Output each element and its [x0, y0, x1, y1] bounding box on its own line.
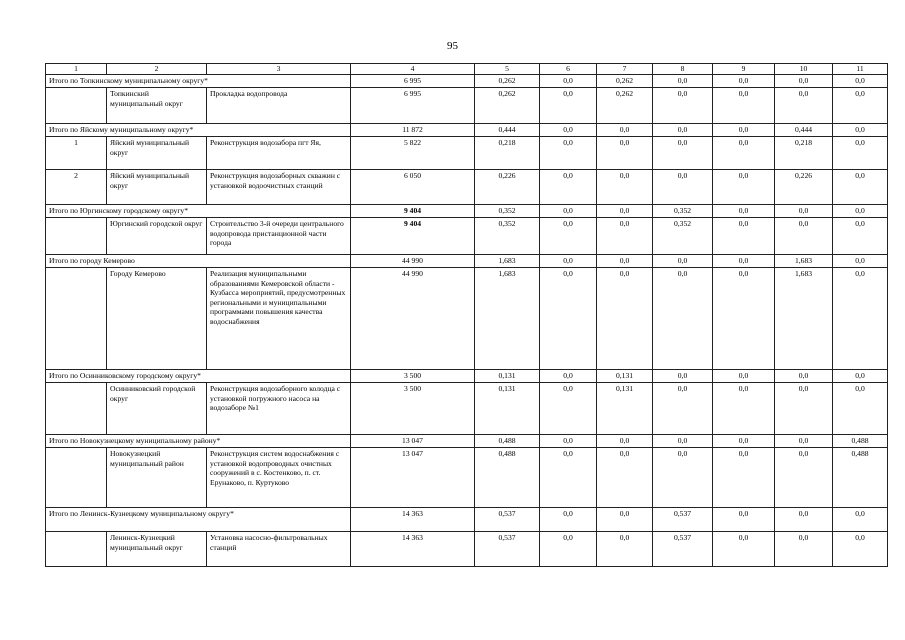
value-cell: 0,0 — [540, 370, 597, 383]
subtotal-row — [46, 508, 888, 532]
value-cell: 0,352 — [653, 218, 713, 255]
value-cell: 0,0 — [597, 255, 653, 268]
value-cell: 0,0 — [713, 88, 775, 124]
value-cell: 0,444 — [775, 124, 833, 137]
value-cell: 13 047 — [351, 448, 475, 508]
row-number: 2 — [46, 170, 107, 205]
municipality-cell: Яйский муниципальный округ — [107, 170, 207, 205]
subtotal-label: Итого по Топкинскому муниципальному округу* — [46, 75, 351, 88]
value-cell: 11 872 — [351, 124, 475, 137]
value-cell: 14 363 — [351, 508, 475, 532]
row-number: 1 — [46, 137, 107, 170]
table-row — [46, 137, 888, 170]
value-cell: 0,0 — [775, 205, 833, 218]
row-number — [46, 88, 107, 124]
value-cell: 0,0 — [540, 255, 597, 268]
value-cell: 0,0 — [833, 170, 888, 205]
value-cell: 0,0 — [540, 218, 597, 255]
row-number — [46, 448, 107, 508]
value-cell: 0,0 — [833, 532, 888, 567]
municipality-cell: Ленинск-Кузнецкий муниципальный округ — [107, 532, 207, 567]
municipality-cell: Юргинский городской округ — [107, 218, 207, 255]
value-cell: 0,0 — [713, 268, 775, 370]
value-cell: 13 047 — [351, 435, 475, 448]
value-cell: 0,0 — [597, 124, 653, 137]
value-cell: 0,0 — [540, 137, 597, 170]
value-cell: 0,0 — [775, 508, 833, 532]
row-number — [46, 218, 107, 255]
value-cell: 0,0 — [653, 255, 713, 268]
value-cell: 0,0 — [540, 75, 597, 88]
value-cell: 0,0 — [597, 205, 653, 218]
subtotal-row — [46, 205, 888, 218]
value-cell: 0,352 — [475, 218, 540, 255]
subtotal-label: Итого по Новокузнецкому муниципальному району* — [46, 435, 351, 448]
value-cell: 0,0 — [597, 218, 653, 255]
column-number: 4 — [351, 64, 475, 75]
subtotal-label: Итого по городу Кемерово — [46, 255, 351, 268]
value-cell: 6 050 — [351, 170, 475, 205]
value-cell: 0,0 — [597, 532, 653, 567]
value-cell: 0,262 — [475, 88, 540, 124]
value-cell: 0,0 — [540, 508, 597, 532]
value-cell: 0,0 — [833, 370, 888, 383]
value-cell: 1,683 — [475, 255, 540, 268]
value-cell: 0,0 — [775, 383, 833, 435]
value-cell: 1,683 — [475, 268, 540, 370]
value-cell: 0,0 — [775, 75, 833, 88]
value-cell: 0,218 — [475, 137, 540, 170]
row-number — [46, 532, 107, 567]
table-row — [46, 218, 888, 255]
value-cell: 0,0 — [713, 75, 775, 88]
subtotal-row — [46, 435, 888, 448]
value-cell: 0,0 — [597, 508, 653, 532]
value-cell: 0,0 — [540, 435, 597, 448]
row-number — [46, 383, 107, 435]
subtotal-label: Итого по Ленинск-Кузнецкому муниципальному округу* — [46, 508, 351, 532]
value-cell: 0,0 — [597, 448, 653, 508]
value-cell: 0,0 — [713, 508, 775, 532]
subtotal-row — [46, 255, 888, 268]
value-cell: 0,488 — [475, 435, 540, 448]
activity-cell: Реализация муниципальными образованиями Кемеровской области - Кузбасса мероприятий, предусмотренных региональными и муниципальными программами повышения качества водоснабжения — [207, 268, 351, 370]
value-cell: 5 822 — [351, 137, 475, 170]
value-cell: 0,0 — [653, 124, 713, 137]
value-cell: 0,488 — [833, 448, 888, 508]
value-cell: 0,0 — [713, 170, 775, 205]
value-cell: 0,0 — [713, 532, 775, 567]
subtotal-row — [46, 124, 888, 137]
value-cell: 0,537 — [475, 508, 540, 532]
value-cell: 0,131 — [475, 383, 540, 435]
column-number: 8 — [653, 64, 713, 75]
value-cell: 0,0 — [833, 218, 888, 255]
activity-cell: Реконструкция систем водоснабжения с установкой водопроводных очистных сооружений в с. Костенково, п. ст. Ерунаково, п. Куртуково — [207, 448, 351, 508]
municipality-cell: Городу Кемерово — [107, 268, 207, 370]
value-cell: 0,0 — [833, 255, 888, 268]
value-cell: 0,0 — [653, 383, 713, 435]
value-cell: 0,226 — [775, 170, 833, 205]
table-row — [46, 268, 888, 370]
value-cell: 0,0 — [713, 255, 775, 268]
value-cell: 44 990 — [351, 268, 475, 370]
subtotal-label: Итого по Юргинскому городскому округу* — [46, 205, 351, 218]
value-cell: 0,0 — [775, 448, 833, 508]
value-cell: 0,0 — [833, 88, 888, 124]
value-cell: 0,0 — [713, 137, 775, 170]
value-cell: 0,0 — [775, 88, 833, 124]
value-cell: 0,0 — [653, 370, 713, 383]
value-cell: 0,0 — [597, 435, 653, 448]
value-cell: 0,0 — [653, 88, 713, 124]
value-cell: 6 995 — [351, 75, 475, 88]
value-cell: 0,0 — [540, 205, 597, 218]
subtotal-label: Итого по Осинниковскому городскому округу* — [46, 370, 351, 383]
column-number: 3 — [207, 64, 351, 75]
value-cell: 0,0 — [540, 124, 597, 137]
subtotal-label: Итого по Яйскому муниципальному округу* — [46, 124, 351, 137]
value-cell: 0,0 — [597, 268, 653, 370]
value-cell: 0,0 — [713, 205, 775, 218]
value-cell: 0,218 — [775, 137, 833, 170]
value-cell: 1,683 — [775, 268, 833, 370]
value-cell: 0,262 — [597, 75, 653, 88]
column-number: 11 — [833, 64, 888, 75]
value-cell: 0,0 — [833, 508, 888, 532]
value-cell: 0,0 — [653, 170, 713, 205]
column-number: 9 — [713, 64, 775, 75]
value-cell: 0,0 — [540, 448, 597, 508]
value-cell: 0,0 — [597, 137, 653, 170]
value-cell: 6 995 — [351, 88, 475, 124]
municipality-cell: Новокузнецкий муниципальный район — [107, 448, 207, 508]
value-cell: 3 500 — [351, 383, 475, 435]
activity-cell: Установка насосно-фильтровальных станций — [207, 532, 351, 567]
value-cell: 0,226 — [475, 170, 540, 205]
value-cell: 0,537 — [653, 532, 713, 567]
activity-cell: Прокладка водопровода — [207, 88, 351, 124]
subtotal-row — [46, 75, 888, 88]
value-cell: 0,0 — [833, 124, 888, 137]
value-cell: 0,0 — [713, 383, 775, 435]
column-number: 6 — [540, 64, 597, 75]
value-cell: 0,131 — [597, 383, 653, 435]
value-cell: 0,0 — [653, 448, 713, 508]
value-cell: 0,444 — [475, 124, 540, 137]
value-cell: 1,683 — [775, 255, 833, 268]
value-cell: 0,0 — [833, 268, 888, 370]
value-cell: 0,0 — [775, 532, 833, 567]
value-cell: 0,0 — [833, 137, 888, 170]
column-number: 7 — [597, 64, 653, 75]
value-cell: 0,537 — [475, 532, 540, 567]
value-cell: 0,0 — [713, 218, 775, 255]
municipality-cell: Топкинский муниципальный округ — [107, 88, 207, 124]
table-row — [46, 383, 888, 435]
activity-cell: Строительство 3-й очереди центрального водопровода пристанционной части города — [207, 218, 351, 255]
value-cell: 0,488 — [833, 435, 888, 448]
value-cell: 0,0 — [540, 268, 597, 370]
value-cell: 14 363 — [351, 532, 475, 567]
activity-cell: Реконструкция водозаборных скважин с установкой водоочистных станций — [207, 170, 351, 205]
value-cell: 0,488 — [475, 448, 540, 508]
value-cell: 0,262 — [597, 88, 653, 124]
value-cell: 0,0 — [775, 218, 833, 255]
row-number — [46, 268, 107, 370]
table-row — [46, 170, 888, 205]
value-cell: 0,0 — [540, 88, 597, 124]
column-number: 2 — [107, 64, 207, 75]
value-cell: 0,0 — [713, 448, 775, 508]
activity-cell: Реконструкция водозабора пгт Яя, — [207, 137, 351, 170]
column-number: 1 — [46, 64, 107, 75]
value-cell: 0,0 — [775, 435, 833, 448]
value-cell: 0,0 — [653, 137, 713, 170]
value-cell: 0,0 — [653, 435, 713, 448]
table-row — [46, 88, 888, 124]
value-cell: 3 500 — [351, 370, 475, 383]
value-cell: 0,0 — [833, 205, 888, 218]
table-row — [46, 532, 888, 567]
value-cell: 0,0 — [713, 370, 775, 383]
value-cell: 0,262 — [475, 75, 540, 88]
value-cell: 0,352 — [475, 205, 540, 218]
value-cell: 0,0 — [540, 170, 597, 205]
value-cell: 0,0 — [775, 370, 833, 383]
data-table — [45, 63, 888, 567]
page-number: 95 — [447, 40, 458, 52]
value-cell: 0,131 — [597, 370, 653, 383]
value-cell: 0,537 — [653, 508, 713, 532]
value-cell: 9 404 — [351, 218, 475, 255]
value-cell: 44 990 — [351, 255, 475, 268]
value-cell: 0,0 — [713, 435, 775, 448]
column-number: 5 — [475, 64, 540, 75]
activity-cell: Реконструкция водозаборного колодца с установкой погружного насоса на водозаборе №1 — [207, 383, 351, 435]
value-cell: 0,131 — [475, 370, 540, 383]
value-cell: 0,0 — [540, 383, 597, 435]
column-number: 10 — [775, 64, 833, 75]
value-cell: 0,0 — [833, 383, 888, 435]
value-cell: 0,0 — [833, 75, 888, 88]
value-cell: 0,0 — [653, 268, 713, 370]
column-number-row — [46, 64, 888, 75]
subtotal-row — [46, 370, 888, 383]
value-cell: 0,352 — [653, 205, 713, 218]
municipality-cell: Осинниковский городской округ — [107, 383, 207, 435]
value-cell: 0,0 — [653, 75, 713, 88]
value-cell: 0,0 — [597, 170, 653, 205]
value-cell: 9 404 — [351, 205, 475, 218]
table-row — [46, 448, 888, 508]
value-cell: 0,0 — [540, 532, 597, 567]
value-cell: 0,0 — [713, 124, 775, 137]
municipality-cell: Яйский муниципальный округ — [107, 137, 207, 170]
